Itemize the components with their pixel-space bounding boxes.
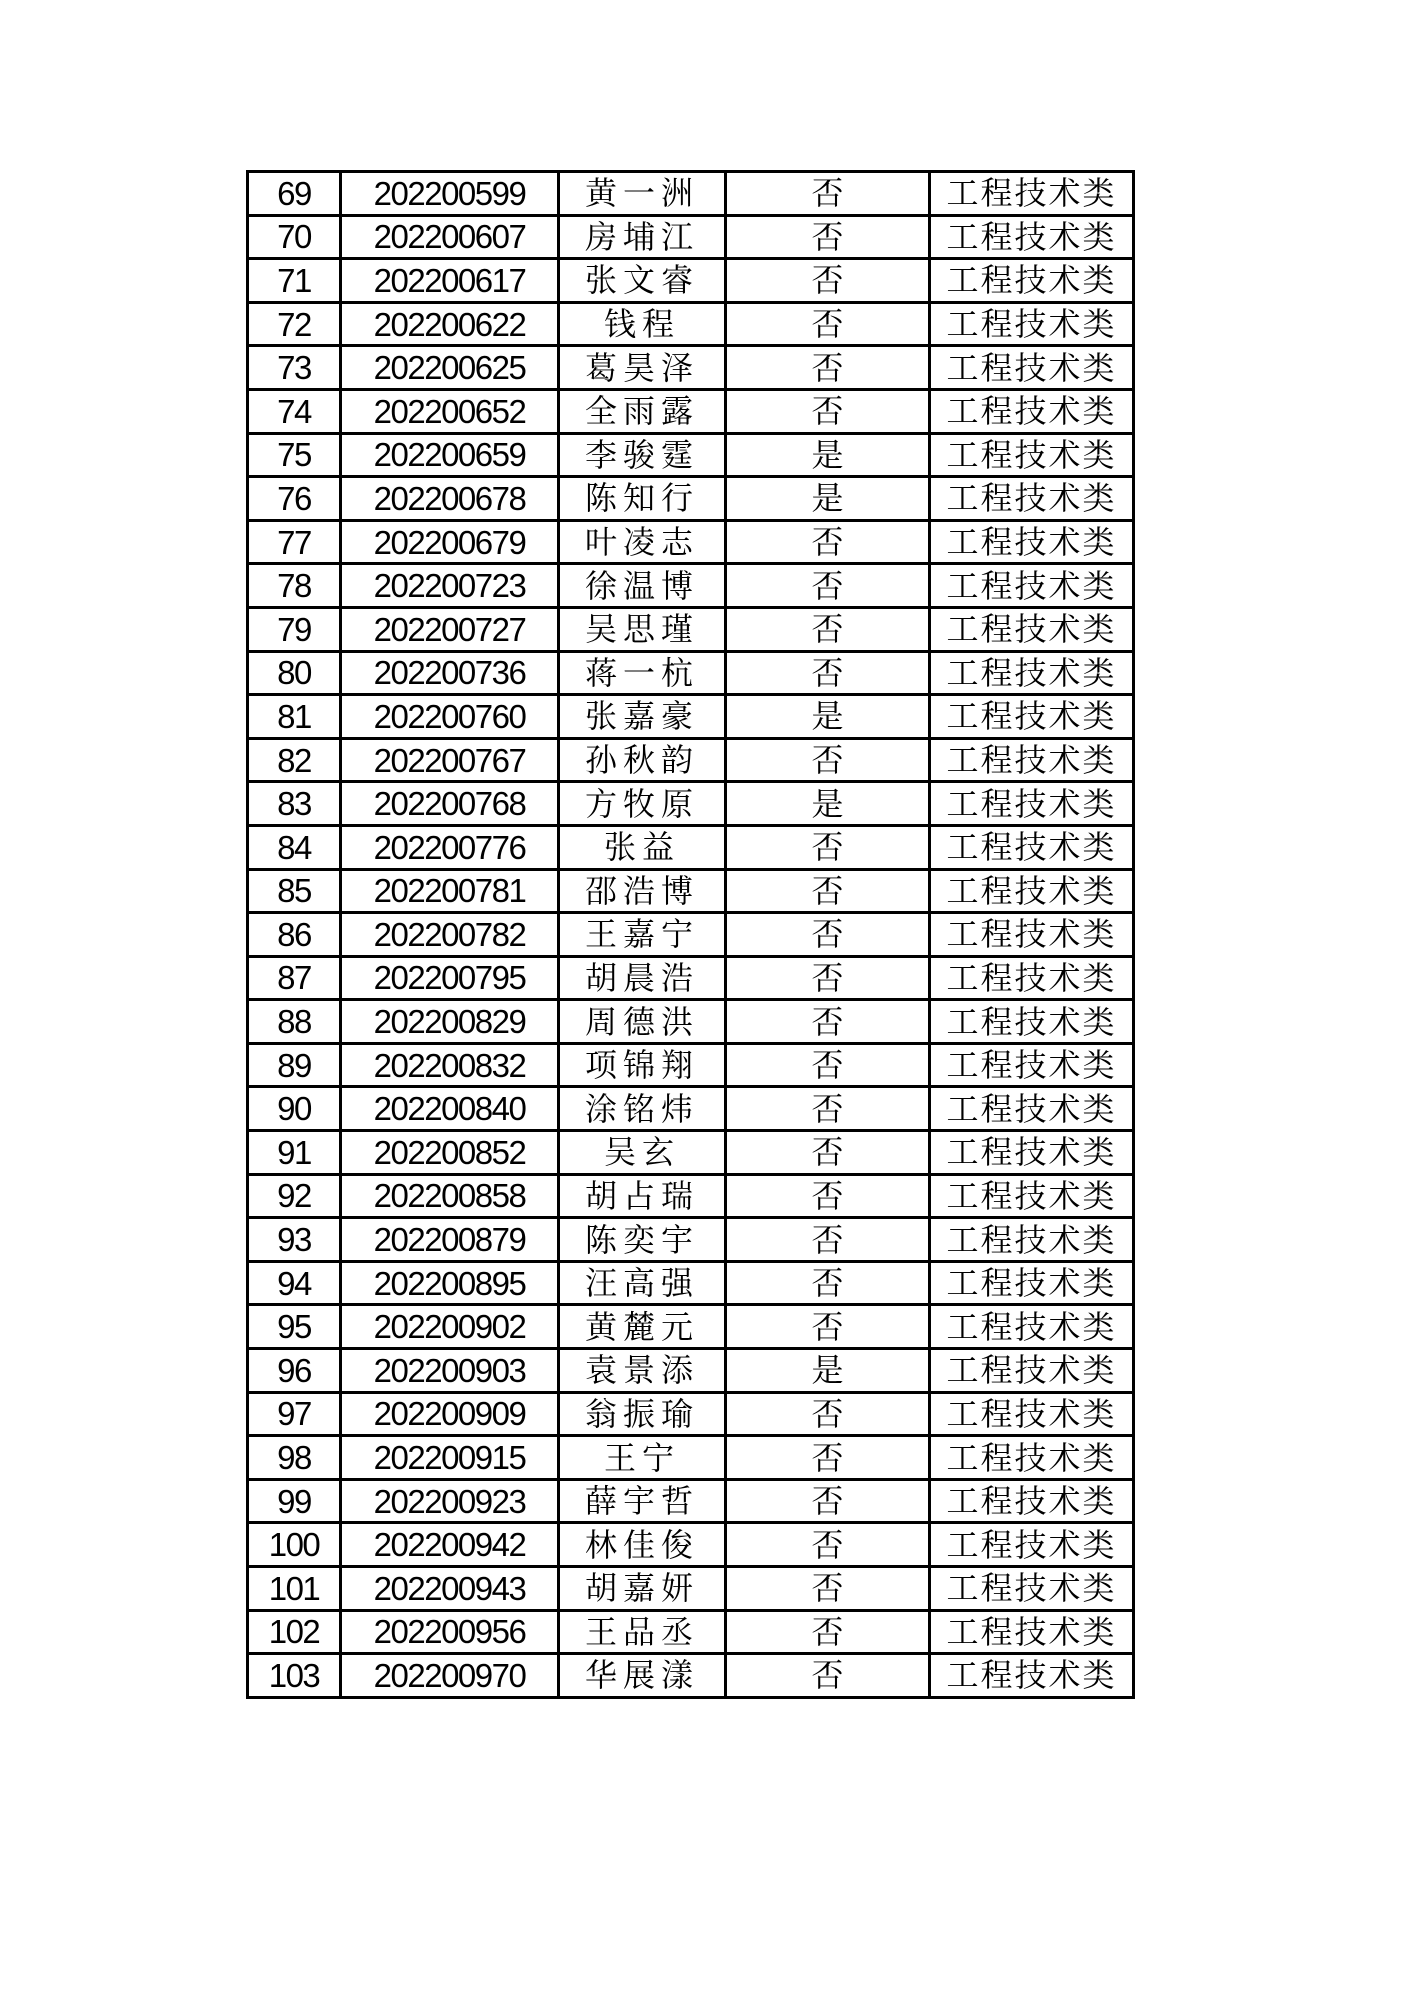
student-id-cell: 202200903 [341,1349,559,1393]
table-row [248,782,1134,826]
yes-no-cell: 否 [726,1131,930,1175]
category-cell: 工程技术类 [930,433,1134,477]
student-id-cell: 202200599 [341,172,559,216]
row-number-cell: 81 [248,695,341,739]
student-id-cell: 202200923 [341,1479,559,1523]
yes-no-cell: 否 [726,1174,930,1218]
yes-no-cell: 否 [726,913,930,957]
student-name-cell: 黄麓元 [559,1305,726,1349]
table-row [248,1567,1134,1611]
yes-no-cell: 是 [726,1349,930,1393]
student-name-cell: 胡占瑞 [559,1174,726,1218]
category-cell: 工程技术类 [930,869,1134,913]
student-name-cell: 方牧原 [559,782,726,826]
category-cell: 工程技术类 [930,477,1134,521]
student-id-cell: 202200625 [341,346,559,390]
student-name-cell: 黄一洲 [559,172,726,216]
student-id-cell: 202200832 [341,1043,559,1087]
student-id-cell: 202200970 [341,1654,559,1698]
table-row [248,738,1134,782]
category-cell: 工程技术类 [930,564,1134,608]
category-cell: 工程技术类 [930,695,1134,739]
category-cell: 工程技术类 [930,1610,1134,1654]
yes-no-cell: 否 [726,1567,930,1611]
row-number-cell: 89 [248,1043,341,1087]
category-cell: 工程技术类 [930,1567,1134,1611]
student-name-cell: 胡嘉妍 [559,1567,726,1611]
student-id-cell: 202200767 [341,738,559,782]
student-name-cell: 薛宇哲 [559,1479,726,1523]
roster-table-body [248,172,1134,1698]
yes-no-cell: 是 [726,477,930,521]
yes-no-cell: 否 [726,1392,930,1436]
table-row [248,172,1134,216]
row-number-cell: 77 [248,520,341,564]
row-number-cell: 97 [248,1392,341,1436]
category-cell: 工程技术类 [930,1654,1134,1698]
table-row [248,433,1134,477]
row-number-cell: 84 [248,825,341,869]
table-row [248,607,1134,651]
student-name-cell: 周德洪 [559,1000,726,1044]
student-name-cell: 华展漾 [559,1654,726,1698]
student-name-cell: 林佳俊 [559,1523,726,1567]
yes-no-cell: 否 [726,259,930,303]
student-id-cell: 202200652 [341,389,559,433]
table-row [248,1523,1134,1567]
row-number-cell: 90 [248,1087,341,1131]
table-row [248,1261,1134,1305]
yes-no-cell: 否 [726,651,930,695]
student-id-cell: 202200956 [341,1610,559,1654]
student-id-cell: 202200902 [341,1305,559,1349]
table-row [248,564,1134,608]
student-name-cell: 叶凌志 [559,520,726,564]
row-number-cell: 71 [248,259,341,303]
student-name-cell: 全雨露 [559,389,726,433]
student-name-cell: 李骏霆 [559,433,726,477]
category-cell: 工程技术类 [930,651,1134,695]
student-id-cell: 202200879 [341,1218,559,1262]
row-number-cell: 69 [248,172,341,216]
row-number-cell: 91 [248,1131,341,1175]
student-name-cell: 房埔江 [559,215,726,259]
category-cell: 工程技术类 [930,1000,1134,1044]
student-name-cell: 吴思瑾 [559,607,726,651]
row-number-cell: 94 [248,1261,341,1305]
student-id-cell: 202200659 [341,433,559,477]
student-id-cell: 202200858 [341,1174,559,1218]
student-id-cell: 202200895 [341,1261,559,1305]
row-number-cell: 92 [248,1174,341,1218]
student-name-cell: 徐温博 [559,564,726,608]
yes-no-cell: 是 [726,782,930,826]
student-name-cell: 葛昊泽 [559,346,726,390]
yes-no-cell: 否 [726,607,930,651]
category-cell: 工程技术类 [930,1043,1134,1087]
student-id-cell: 202200781 [341,869,559,913]
student-id-cell: 202200622 [341,302,559,346]
yes-no-cell: 否 [726,1479,930,1523]
table-row [248,695,1134,739]
row-number-cell: 79 [248,607,341,651]
yes-no-cell: 否 [726,956,930,1000]
table-row [248,215,1134,259]
yes-no-cell: 否 [726,1436,930,1480]
student-name-cell: 胡晨浩 [559,956,726,1000]
student-id-cell: 202200723 [341,564,559,608]
category-cell: 工程技术类 [930,1218,1134,1262]
category-cell: 工程技术类 [930,782,1134,826]
yes-no-cell: 否 [726,215,930,259]
yes-no-cell: 是 [726,433,930,477]
category-cell: 工程技术类 [930,346,1134,390]
student-id-cell: 202200760 [341,695,559,739]
yes-no-cell: 否 [726,1000,930,1044]
row-number-cell: 78 [248,564,341,608]
student-id-cell: 202200678 [341,477,559,521]
yes-no-cell: 否 [726,869,930,913]
table-row [248,1436,1134,1480]
table-row [248,1131,1134,1175]
student-id-cell: 202200915 [341,1436,559,1480]
table-row [248,477,1134,521]
table-row [248,1087,1134,1131]
category-cell: 工程技术类 [930,1087,1134,1131]
table-row [248,346,1134,390]
row-number-cell: 93 [248,1218,341,1262]
table-row [248,1654,1134,1698]
student-id-cell: 202200617 [341,259,559,303]
yes-no-cell: 否 [726,738,930,782]
student-id-cell: 202200942 [341,1523,559,1567]
yes-no-cell: 否 [726,346,930,390]
row-number-cell: 83 [248,782,341,826]
student-name-cell: 翁振瑜 [559,1392,726,1436]
yes-no-cell: 否 [726,1261,930,1305]
student-id-cell: 202200909 [341,1392,559,1436]
row-number-cell: 75 [248,433,341,477]
yes-no-cell: 否 [726,1218,930,1262]
category-cell: 工程技术类 [930,1523,1134,1567]
student-name-cell: 张嘉豪 [559,695,726,739]
student-id-cell: 202200782 [341,913,559,957]
student-name-cell: 陈奕宇 [559,1218,726,1262]
yes-no-cell: 否 [726,1305,930,1349]
student-id-cell: 202200840 [341,1087,559,1131]
yes-no-cell: 否 [726,1043,930,1087]
student-name-cell: 涂铭炜 [559,1087,726,1131]
category-cell: 工程技术类 [930,607,1134,651]
row-number-cell: 72 [248,302,341,346]
student-id-cell: 202200727 [341,607,559,651]
table-row [248,1043,1134,1087]
row-number-cell: 82 [248,738,341,782]
category-cell: 工程技术类 [930,1174,1134,1218]
category-cell: 工程技术类 [930,913,1134,957]
student-name-cell: 吴玄 [559,1131,726,1175]
category-cell: 工程技术类 [930,825,1134,869]
category-cell: 工程技术类 [930,520,1134,564]
row-number-cell: 101 [248,1567,341,1611]
row-number-cell: 102 [248,1610,341,1654]
yes-no-cell: 否 [726,520,930,564]
student-name-cell: 蒋一杭 [559,651,726,695]
table-row [248,1392,1134,1436]
student-name-cell: 汪高强 [559,1261,726,1305]
table-row [248,1000,1134,1044]
yes-no-cell: 否 [726,1654,930,1698]
category-cell: 工程技术类 [930,1131,1134,1175]
category-cell: 工程技术类 [930,1349,1134,1393]
table-row [248,651,1134,695]
student-name-cell: 王嘉宁 [559,913,726,957]
row-number-cell: 73 [248,346,341,390]
yes-no-cell: 否 [726,172,930,216]
student-name-cell: 袁景添 [559,1349,726,1393]
row-number-cell: 70 [248,215,341,259]
student-name-cell: 王品丞 [559,1610,726,1654]
category-cell: 工程技术类 [930,1479,1134,1523]
student-id-cell: 202200943 [341,1567,559,1611]
student-name-cell: 项锦翔 [559,1043,726,1087]
student-id-cell: 202200776 [341,825,559,869]
student-name-cell: 钱程 [559,302,726,346]
row-number-cell: 87 [248,956,341,1000]
category-cell: 工程技术类 [930,302,1134,346]
student-id-cell: 202200768 [341,782,559,826]
yes-no-cell: 否 [726,825,930,869]
table-row [248,1174,1134,1218]
yes-no-cell: 否 [726,1610,930,1654]
student-id-cell: 202200852 [341,1131,559,1175]
row-number-cell: 95 [248,1305,341,1349]
table-row [248,389,1134,433]
row-number-cell: 98 [248,1436,341,1480]
row-number-cell: 100 [248,1523,341,1567]
table-row [248,1610,1134,1654]
table-row [248,913,1134,957]
row-number-cell: 103 [248,1654,341,1698]
yes-no-cell: 否 [726,389,930,433]
category-cell: 工程技术类 [930,1305,1134,1349]
table-row [248,825,1134,869]
yes-no-cell: 是 [726,695,930,739]
student-name-cell: 王宁 [559,1436,726,1480]
category-cell: 工程技术类 [930,738,1134,782]
row-number-cell: 96 [248,1349,341,1393]
row-number-cell: 88 [248,1000,341,1044]
yes-no-cell: 否 [726,564,930,608]
student-id-cell: 202200736 [341,651,559,695]
yes-no-cell: 否 [726,1087,930,1131]
category-cell: 工程技术类 [930,1261,1134,1305]
row-number-cell: 85 [248,869,341,913]
student-id-cell: 202200829 [341,1000,559,1044]
category-cell: 工程技术类 [930,389,1134,433]
yes-no-cell: 否 [726,302,930,346]
table-row [248,259,1134,303]
student-name-cell: 张文睿 [559,259,726,303]
row-number-cell: 80 [248,651,341,695]
category-cell: 工程技术类 [930,1392,1134,1436]
row-number-cell: 74 [248,389,341,433]
roster-table [246,170,1135,1699]
table-row [248,1305,1134,1349]
category-cell: 工程技术类 [930,172,1134,216]
student-name-cell: 陈知行 [559,477,726,521]
student-id-cell: 202200607 [341,215,559,259]
student-id-cell: 202200795 [341,956,559,1000]
category-cell: 工程技术类 [930,259,1134,303]
category-cell: 工程技术类 [930,1436,1134,1480]
category-cell: 工程技术类 [930,956,1134,1000]
yes-no-cell: 否 [726,1523,930,1567]
table-row [248,520,1134,564]
table-row [248,1218,1134,1262]
row-number-cell: 76 [248,477,341,521]
row-number-cell: 99 [248,1479,341,1523]
student-name-cell: 张益 [559,825,726,869]
row-number-cell: 86 [248,913,341,957]
category-cell: 工程技术类 [930,215,1134,259]
table-row [248,302,1134,346]
student-id-cell: 202200679 [341,520,559,564]
table-row [248,869,1134,913]
table-row [248,956,1134,1000]
student-name-cell: 邵浩博 [559,869,726,913]
table-row [248,1349,1134,1393]
student-name-cell: 孙秋韵 [559,738,726,782]
table-row [248,1479,1134,1523]
